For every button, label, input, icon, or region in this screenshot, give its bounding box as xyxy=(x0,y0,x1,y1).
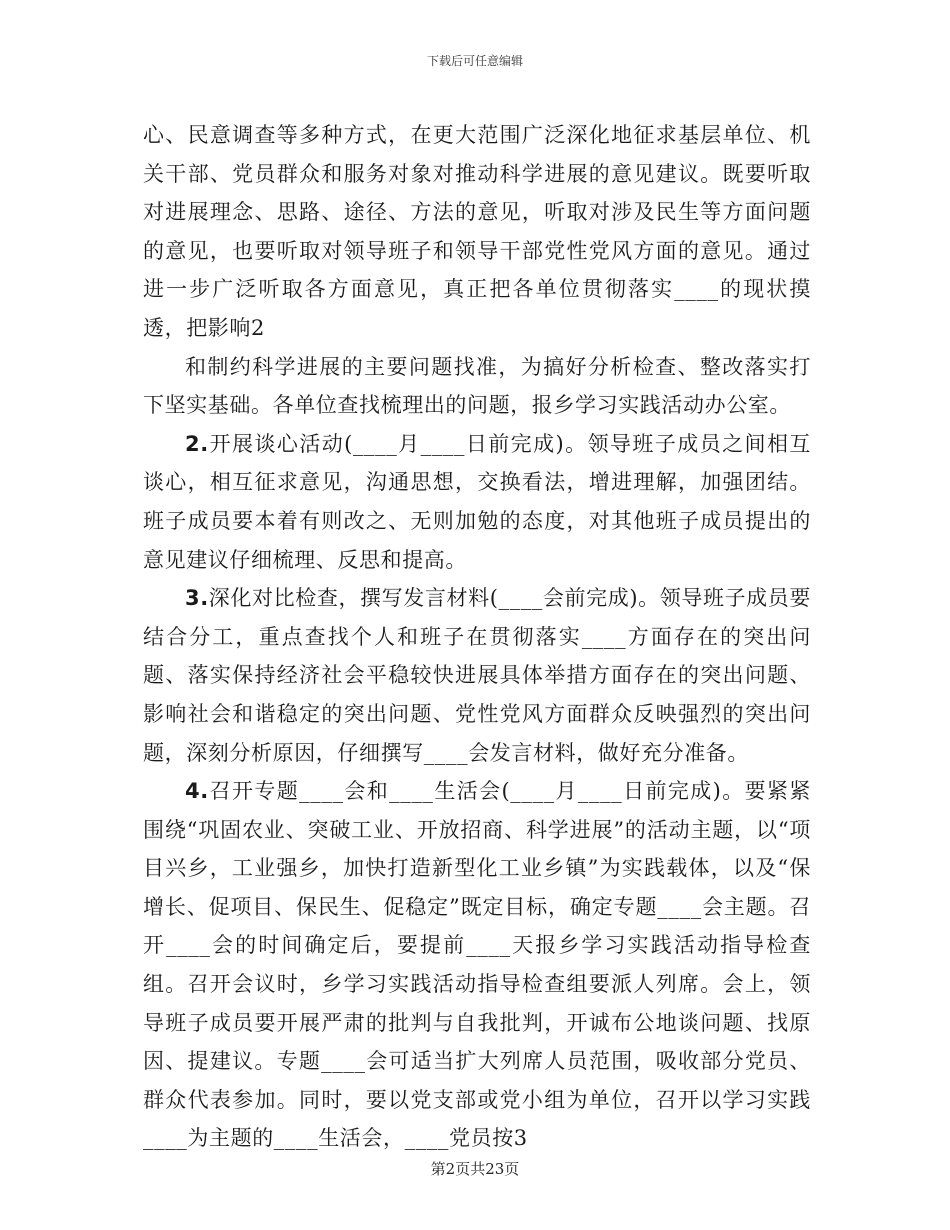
paragraph-item-3 xyxy=(143,579,811,772)
item-number: 2. xyxy=(185,431,209,456)
paragraph-text: 开展谈心活动(____月____日前完成)。领导班子成员之间相互谈心，相互征求意见，沟通思想，交换看法，增进理解，加强团结。班子成员要本着有则改之、无则加勉的态度，对其他班子成员提出的意见建议仔细梳理、反思和提高。 xyxy=(143,431,811,572)
item-number: 3. xyxy=(185,586,209,611)
paragraph-text: 和制约科学进展的主要问题找准，为搞好分析检查、整改落实打下坚实基础。各单位查找梳理出的问题，报乡学习实践活动办公室。 xyxy=(143,354,811,418)
paragraph-continued xyxy=(143,116,811,348)
paragraph xyxy=(143,348,811,425)
page-header: 下载后可任意编辑 xyxy=(426,54,523,68)
paragraph-text: 深化对比检查，撰写发言材料(____会前完成)。领导班子成员要结合分工，重点查找个人和班子在贯彻落实____方面存在的突出问题、落实保持经济社会平稳较快进展具体举措方面存在的突出问题、影响社会和谐稳定的突出问题、党性党风方面群众反映强烈的突出问题，深刻分析原因，仔细撰写____会发言材料，做好充分准备。 xyxy=(143,586,811,765)
paragraph-text: 心、民意调查等多种方式，在更大范围广泛深化地征求基层单位、机关干部、党员群众和服务对象对推动科学进展的意见建议。既要听取对进展理念、思路、途径、方法的意见，听取对涉及民生等方面问题的意见，也要听取对领导班子和领导干部党性党风方面的意见。通过进一步广泛听取各方面意见，真正把各单位贯彻落实____的现状摸透，把影响2 xyxy=(143,123,811,340)
document-body xyxy=(143,116,811,1158)
item-number: 4. xyxy=(185,779,209,804)
paragraph-item-2 xyxy=(143,425,811,579)
paragraph-item-4 xyxy=(143,772,811,1158)
paragraph-text: 召开专题____会和____生活会(____月____日前完成)。要紧紧围绕“巩固农业、突破工业、开放招商、科学进展”的活动主题，以“项目兴乡，工业强乡，加快打造新型化工业乡镇”为实践载体，以及“保增长、促项目、保民生、促稳定”既定目标，确定专题____会主题。召开____会的时间确定后，要提前____天报乡学习实践活动指导检查组。召开会议时，乡学习实践活动指导检查组要派人列席。会上，领导班子成员要开展严肃的批判与自我批判，开诚布公地谈问题、找原因、提建议。专题____会可适当扩大列席人员范围，吸收部分党员、群众代表参加。同时，要以党支部或党小组为单位，召开以学习实践____为主题的____生活会，____党员按3 xyxy=(143,779,811,1151)
page-footer: 第2页共23页 xyxy=(430,1160,520,1178)
